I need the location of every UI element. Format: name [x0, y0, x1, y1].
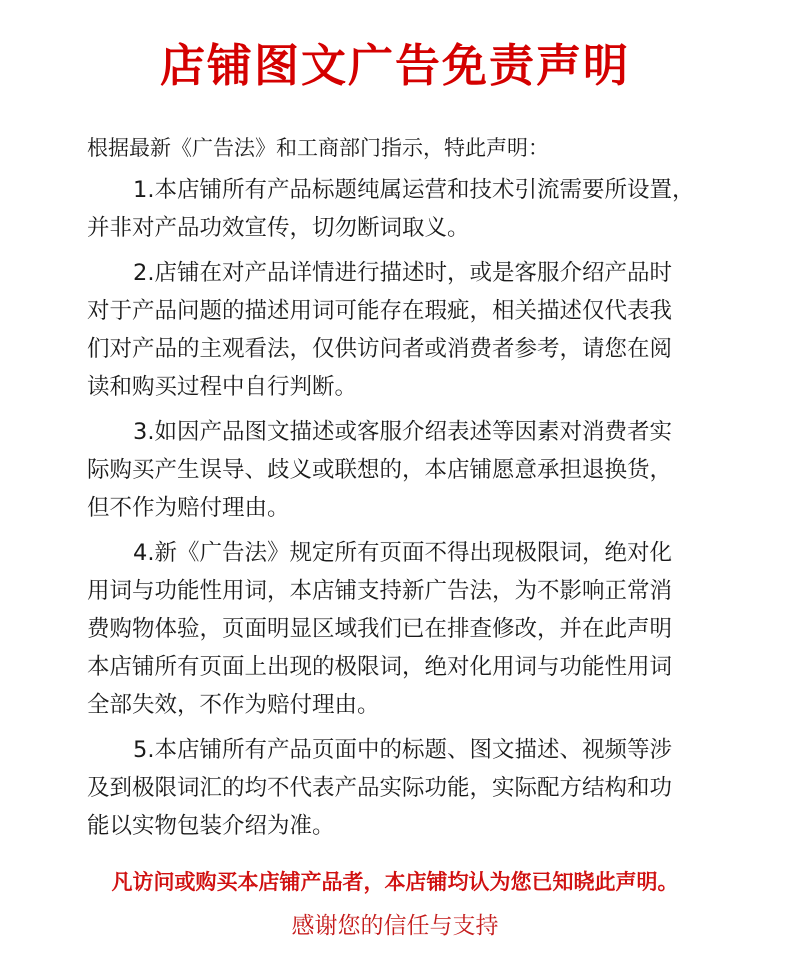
paragraph-4: [87, 534, 717, 724]
page-title: 店铺图文广告免责声明: [159, 39, 630, 92]
thanks-text: 感谢您的信任与支持: [291, 913, 499, 939]
acknowledgement-notice: 凡访问或购买本店铺产品者，本店铺均认为您已知晓此声明。: [111, 870, 679, 894]
paragraph-line: 1.本店铺所有产品标题纯属运营和技术引流需要所设置，: [133, 177, 695, 203]
paragraph-line: 4.新《广告法》规定所有页面不得出现极限词，绝对化: [133, 540, 672, 566]
paragraph-5: [87, 731, 717, 845]
paragraph-line: 全部失效，不作为赔付理由。: [87, 692, 380, 718]
paragraph-line: 费购物体验，页面明显区域我们已在排查修改，并在此声明: [87, 616, 673, 642]
paragraph-line: 5.本店铺所有产品页面中的标题、图文描述、视频等涉: [133, 737, 672, 763]
paragraph-line: 3.如因产品图文描述或客服介绍表述等因素对消费者实: [133, 419, 672, 445]
paragraph-line: 能以实物包装介绍为准。: [87, 813, 335, 839]
paragraph-line: 2.店铺在对产品详情进行描述时，或是客服介绍产品时: [133, 260, 672, 286]
paragraph-line: 际购买产生误导、歧义或联想的，本店铺愿意承担退换货，: [87, 457, 673, 483]
intro-text: 根据最新《广告法》和工商部门指示，特此声明：: [87, 136, 549, 160]
paragraph-line: 及到极限词汇的均不代表产品实际功能，实际配方结构和功: [87, 775, 673, 801]
paragraph-line: 对于产品问题的描述用词可能存在瑕疵，相关描述仅代表我: [87, 298, 673, 324]
paragraph-3: [87, 413, 717, 527]
paragraph-line: 读和购买过程中自行判断。: [87, 374, 358, 400]
paragraph-line: 并非对产品功效宣传，切勿断词取义。: [87, 215, 470, 241]
paragraph-line: 们对产品的主观看法，仅供访问者或消费者参考，请您在阅: [87, 336, 673, 362]
paragraph-line: 本店铺所有页面上出现的极限词，绝对化用词与功能性用词: [87, 654, 673, 680]
paragraph-line: 但不作为赔付理由。: [87, 495, 290, 521]
paragraph-line: 用词与功能性用词，本店铺支持新广告法，为不影响正常消: [87, 578, 673, 604]
paragraph-1: [87, 171, 717, 247]
paragraph-2: [87, 254, 717, 406]
